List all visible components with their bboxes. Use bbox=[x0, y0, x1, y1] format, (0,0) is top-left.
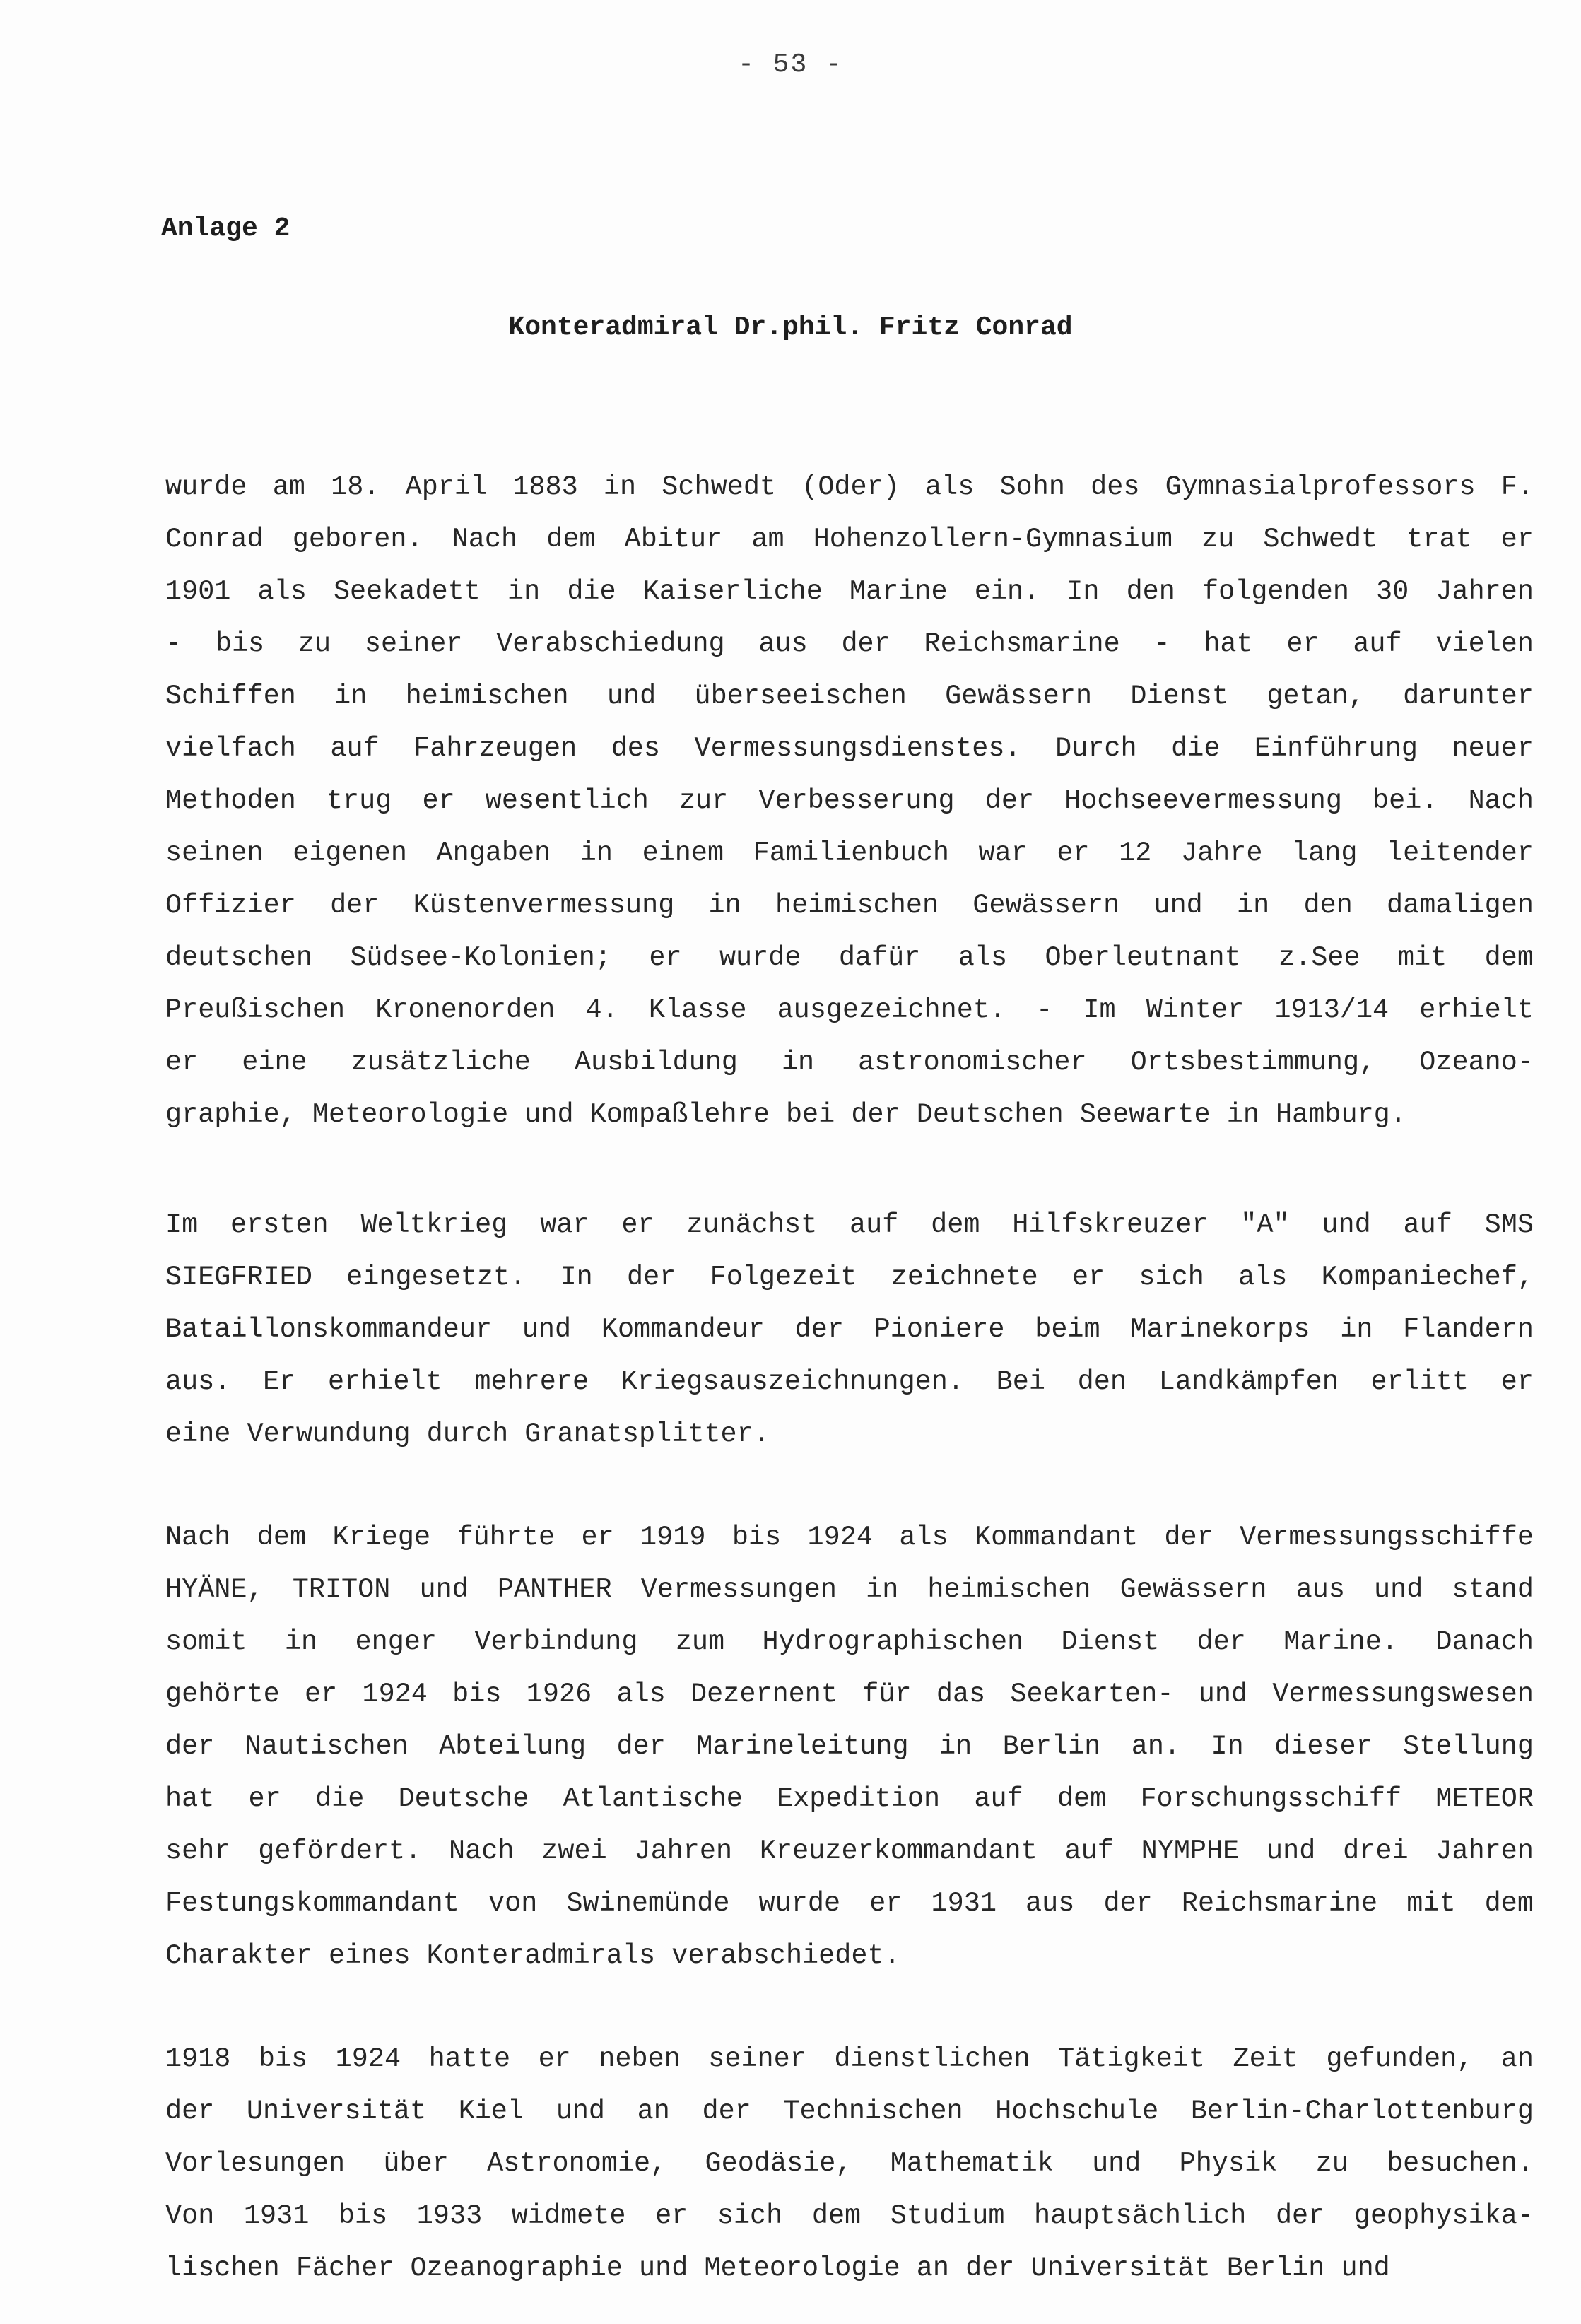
text-line: Conrad geboren. Nach dem Abitur am Hohenzollern-Gymnasium zu Schwedt trat er bbox=[165, 524, 1534, 555]
text-line: deutschen Südsee-Kolonien; er wurde dafür als Oberleutnant z.See mit dem bbox=[165, 942, 1534, 973]
text-line: gehörte er 1924 bis 1926 als Dezernent für das Seekarten- und Vermessungswesen bbox=[165, 1679, 1534, 1710]
text-line: aus. Er erhielt mehrere Kriegsauszeichnungen. Bei den Landkämpfen erlitt er bbox=[165, 1366, 1534, 1397]
text-line: Schiffen in heimischen und überseeischen Gewässern Dienst getan, darunter bbox=[165, 681, 1534, 712]
text-line: wurde am 18. April 1883 in Schwedt (Oder) als Sohn des Gymnasialprofessors F. bbox=[165, 471, 1534, 503]
text-line: vielfach auf Fahrzeugen des Vermessungsdienstes. Durch die Einführung neuer bbox=[165, 733, 1534, 764]
text-line: Festungskommandant von Swinemünde wurde er 1931 aus der Reichsmarine mit dem bbox=[165, 1888, 1534, 1919]
text-line: eine Verwundung durch Granatsplitter. bbox=[165, 1419, 770, 1450]
text-line: hat er die Deutsche Atlantische Expedition auf dem Forschungsschiff METEOR bbox=[165, 1783, 1534, 1814]
text-line: HYÄNE, TRITON und PANTHER Vermessungen in heimischen Gewässern aus und stand bbox=[165, 1574, 1534, 1605]
text-line: Von 1931 bis 1933 widmete er sich dem Studium hauptsächlich der geophysika- bbox=[165, 2200, 1534, 2231]
document-title: Konteradmiral Dr.phil. Fritz Conrad bbox=[508, 312, 1073, 343]
text-line: Methoden trug er wesentlich zur Verbesserung der Hochseevermessung bei. Nach bbox=[165, 785, 1534, 816]
text-line: Nach dem Kriege führte er 1919 bis 1924 als Kommandant der Vermessungsschiffe bbox=[165, 1522, 1534, 1553]
text-line: der Nautischen Abteilung der Marineleitung in Berlin an. In dieser Stellung bbox=[165, 1731, 1534, 1762]
text-line: Vorlesungen über Astronomie, Geodäsie, Mathematik und Physik zu besuchen. bbox=[165, 2148, 1534, 2179]
text-line: der Universität Kiel und an der Technischen Hochschule Berlin-Charlottenburg bbox=[165, 2096, 1534, 2127]
paragraph-early-career bbox=[165, 461, 1534, 1141]
text-line: seinen eigenen Angaben in einem Familienbuch war er 12 Jahre lang leitender bbox=[165, 838, 1534, 869]
text-line: sehr gefördert. Nach zwei Jahren Kreuzerkommandant auf NYMPHE und drei Jahren bbox=[165, 1836, 1534, 1867]
text-line: Charakter eines Konteradmirals verabschiedet. bbox=[165, 1940, 900, 1971]
paragraph-post-war bbox=[165, 1511, 1534, 1982]
text-line: Bataillonskommandeur und Kommandeur der Pioniere beim Marinekorps in Flandern bbox=[165, 1314, 1534, 1345]
text-line: 1918 bis 1924 hatte er neben seiner dienstlichen Tätigkeit Zeit gefunden, an bbox=[165, 2043, 1534, 2074]
text-line: somit in enger Verbindung zum Hydrographischen Dienst der Marine. Danach bbox=[165, 1626, 1534, 1657]
text-line: SIEGFRIED eingesetzt. In der Folgezeit zeichnete er sich als Kompaniechef, bbox=[165, 1262, 1534, 1293]
text-line: er eine zusätzliche Ausbildung in astronomischer Ortsbestimmung, Ozeano- bbox=[165, 1047, 1534, 1078]
paragraph-world-war bbox=[165, 1199, 1534, 1460]
text-line: - bis zu seiner Verabschiedung aus der Reichsmarine - hat er auf vielen bbox=[165, 628, 1534, 659]
text-line: Preußischen Kronenorden 4. Klasse ausgezeichnet. - Im Winter 1913/14 erhielt bbox=[165, 994, 1534, 1026]
page-number: - 53 - bbox=[738, 49, 843, 80]
paragraph-studies bbox=[165, 2033, 1534, 2294]
appendix-label: Anlage 2 bbox=[161, 213, 290, 244]
text-line: lischen Fächer Ozeanographie und Meteorologie an der Universität Berlin und bbox=[165, 2253, 1390, 2284]
text-line: Offizier der Küstenvermessung in heimischen Gewässern und in den damaligen bbox=[165, 890, 1534, 921]
text-line: 1901 als Seekadett in die Kaiserliche Marine ein. In den folgenden 30 Jahren bbox=[165, 576, 1534, 607]
text-line: Im ersten Weltkrieg war er zunächst auf dem Hilfskreuzer "A" und auf SMS bbox=[165, 1209, 1534, 1240]
text-line: graphie, Meteorologie und Kompaßlehre bei der Deutschen Seewarte in Hamburg. bbox=[165, 1099, 1406, 1130]
